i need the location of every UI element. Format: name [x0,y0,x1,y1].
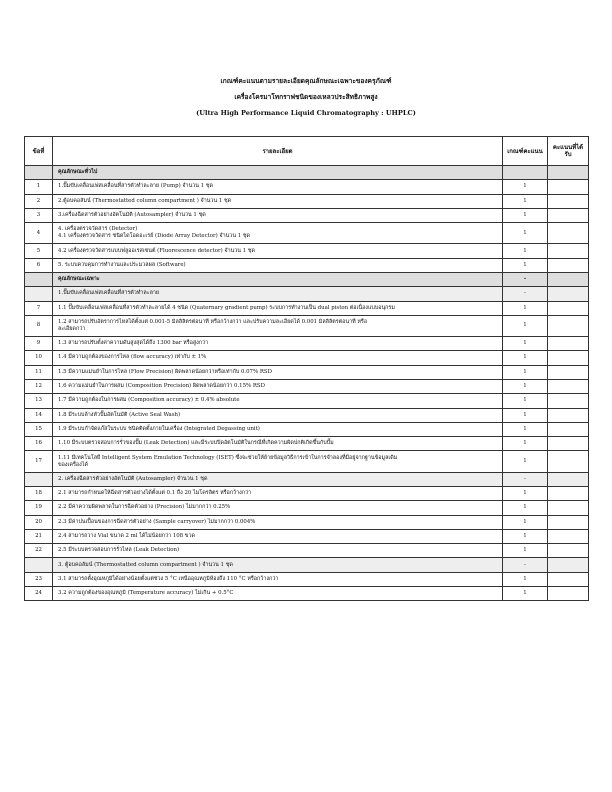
earned-score-cell [548,408,589,422]
earned-score-cell [548,272,589,286]
detail-line: 1.ปั๊มขับเคลื่อนเฟสเคลื่อนที่สารตัวทำละลาย [58,290,160,297]
item-detail [53,558,503,572]
detail-line: 1.9 มีระบบกำจัดแก๊สในระบบ ชนิดติดตั้งภายในเครื่อง (Integrated Degassing unit) [58,425,260,432]
item-detail [53,272,503,286]
detail-line: 1.4 มีความถูกต้องของการไหล (flow accuracy) เท่ากับ ± 1% [58,354,207,361]
item-number: 6 [25,258,53,272]
item-detail [53,194,503,208]
score-value: 1 [503,515,548,529]
detail-line: 1.5 มีความแม่นยำในการไหล (Flow Precision) ผิดพลาดน้อยกว่าหรือเท่ากับ 0.07% RSD [58,368,272,375]
earned-score-cell [548,301,589,315]
item-detail [53,529,503,543]
earned-score-cell [548,472,589,486]
table-row [25,394,589,408]
item-number: 12 [25,379,53,393]
item-number: 1 [25,180,53,194]
header-english-title: (Ultra High Performance Liquid Chromatography : UHPLC) [196,109,416,117]
detail-line: 2.2 มีค่าความผิดพลาดในการฉีดตัวอย่าง (Precision) ไม่มากกว่า 0.25% [58,504,231,511]
item-detail [53,337,503,351]
item-number: 8 [25,315,53,336]
table-row [25,351,589,365]
item-detail [53,572,503,586]
score-value: 1 [503,180,548,194]
sub-row [25,558,589,572]
detail-line: 3.2 ความถูกต้องของอุณหภูมิ (Temperature accuracy) ไม่เกิน + 0.5°C [58,590,234,597]
earned-score-cell [548,287,589,301]
earned-score-cell [548,166,589,180]
item-number: 15 [25,422,53,436]
earned-score-cell [548,315,589,336]
detail-line: 1.8 มีระบบล้างหัวปั๊มอัตโนมัติ (Active Seal Wash) [58,411,181,418]
col-header-no: ข้อที่ [25,137,53,166]
score-value: 1 [503,351,548,365]
earned-score-cell [548,223,589,244]
item-number: 19 [25,501,53,515]
earned-score-cell [548,486,589,500]
col-header-earned: คะแนนที่ได้รับ [548,137,589,166]
col-header-score: เกณฑ์คะแนน [503,137,548,166]
col-header-detail: รายละเอียด [53,137,503,166]
earned-score-cell [548,437,589,451]
item-number [25,558,53,572]
item-number: 5 [25,244,53,258]
detail-line: 1.ปั๊มขับเคลื่อนเฟสเคลื่อนที่สารตัวทำละลาย (Pump) จำนวน 1 ชุด [58,183,213,190]
table-row [25,529,589,543]
score-value: 1 [503,572,548,586]
earned-score-cell [548,572,589,586]
item-detail [53,408,503,422]
earned-score-cell [548,365,589,379]
item-detail [53,544,503,558]
item-number: 14 [25,408,53,422]
score-value: 1 [503,301,548,315]
score-value: 1 [503,394,548,408]
earned-score-cell [548,451,589,472]
earned-score-cell [548,558,589,572]
earned-score-cell [548,529,589,543]
detail-line: คุณลักษณะเฉพาะ [58,276,100,283]
item-number: 10 [25,351,53,365]
item-number: 2 [25,194,53,208]
item-number: 24 [25,586,53,600]
table-row [25,515,589,529]
detail-line: 3. ตู้อบคอลัมน์ (Thermostatted column compartment ) จำนวน 1 ชุด [58,561,233,568]
detail-line: 2.3 มีค่าปนเปื้อนของการฉีดสารตัวอย่าง (Sample carryover) ไม่มากกว่า 0.004% [58,518,256,525]
earned-score-cell [548,394,589,408]
table-row [25,501,589,515]
score-value: 1 [503,422,548,436]
score-value: - [503,558,548,572]
earned-score-cell [548,515,589,529]
detail-line: 1.1 ปั๊มขับเคลื่อนเฟสเคลื่อนที่สารตัวทำละลายได้ 4 ชนิด (Quaternary gradient pump) ระบบการทำงานเป็น dual piston ต่อเนื่องแบบอนุกรม [58,304,395,311]
earned-score-cell [548,244,589,258]
earned-score-cell [548,501,589,515]
item-number: 7 [25,301,53,315]
item-detail [53,301,503,315]
detail-line: 4.2 เครื่องตรวจวัดสารแบบฟลูออเรสเซนต์ (Fluorescence detector) จำนวน 1 ชุด [58,247,256,254]
score-value: - [503,472,548,486]
item-number: 20 [25,515,53,529]
table-header-row [25,137,589,166]
item-number [25,166,53,180]
detail-line: 1.6 ความแม่นยำในการผสม (Composition Precision) ผิดพลาดน้อยกว่า 0.15% RSD [58,383,265,390]
score-value: 1 [503,208,548,222]
table-row [25,365,589,379]
item-number: 4 [25,223,53,244]
table-row [25,422,589,436]
item-detail [53,287,503,301]
item-number: 18 [25,486,53,500]
score-value: 1 [503,586,548,600]
item-number: 21 [25,529,53,543]
detail-line: 3.เครื่องฉีดสารตัวอย่างอัตโนมัติ (Autosampler) จำนวน 1 ชุด [58,212,206,219]
score-value: 1 [503,529,548,543]
score-value [503,166,548,180]
item-detail [53,244,503,258]
detail-line: 5. ระบบควบคุมการทำงานและประมวลผล (Software) [58,261,186,268]
sub-row [25,472,589,486]
header-title: เกณฑ์คะแนนตามรายละเอียดคุณลักษณะเฉพาะของครุภัณฑ์ [220,77,392,85]
item-number: 22 [25,544,53,558]
item-detail [53,501,503,515]
item-number [25,472,53,486]
earned-score-cell [548,258,589,272]
score-value: 1 [503,315,548,336]
header-subtitle: เครื่องโครมาโทกราฟชนิดของเหลวประสิทธิภาพสูง [234,93,378,101]
score-value: 1 [503,408,548,422]
table-row [25,258,589,272]
item-detail [53,586,503,600]
detail-line: 2.5 มีระบบตรวจสอบการรั่วไหล (Leak Detection) [58,547,180,554]
item-number: 13 [25,394,53,408]
item-detail [53,486,503,500]
item-number [25,287,53,301]
item-detail [53,166,503,180]
item-number: 23 [25,572,53,586]
score-value: 1 [503,437,548,451]
item-detail [53,315,503,336]
score-value: 1 [503,194,548,208]
item-number: 16 [25,437,53,451]
table-row [25,586,589,600]
detail-line: ของเครื่องได้ [58,461,88,468]
detail-line: คุณลักษณะทั่วไป [58,169,98,176]
item-detail [53,394,503,408]
table-row [25,408,589,422]
detail-line: 2.4 สามารถวาง Vial ขนาด 2 ml ได้ไม่น้อยกว่า 108 ขวด [58,532,196,539]
table-row [25,301,589,315]
detail-line: 1.11 มีเทคโนโลยี Intelligent System Emulation Technology (ISET) ซึ่งจะช่วยให้ย้ายข้อมูลวิธีการเข้าในการจำลองที่มีอยู่จากฐานข้อมูลเดิม [58,454,398,461]
item-detail [53,451,503,472]
detail-line: 3.1 สามารถตั้งอุณหภูมิได้อย่างน้อยตั้งแต่ช่วง 5 °C เหนืออุณหภูมิห้องถึง 110 °C หรือกว้างกว่า [58,575,279,582]
detail-line: 4. เครื่องตรวจวัดสาร (Detector) [58,226,138,233]
document-header [0,73,612,121]
detail-line: ละเอียดกว่า [58,325,86,332]
table-row [25,208,589,222]
table-row [25,223,589,244]
table-row [25,337,589,351]
score-value: 1 [503,258,548,272]
detail-line: 2.ตู้อบคอลัมน์ (Thermostatted column compartment ) จำนวน 1 ชุด [58,197,232,204]
sub-row [25,287,589,301]
section-row [25,166,589,180]
detail-line: 1.10 มีระบบตรวจสอบการรั่วของปั๊ม (Leak Detection) และมีระบบปิดอัตโนมัติในกรณีที่เกิดความผิดปกติเกิดขึ้นกับปั๊ม [58,440,334,447]
item-number: 9 [25,337,53,351]
table-row [25,544,589,558]
earned-score-cell [548,351,589,365]
detail-line: 2.1 สามารถกำหนดให้ฉีดสารตัวอย่างได้ตั้งแต่ 0.1 ถึง 20 ไมโครลิตร หรือกว้างกว่า [58,490,252,497]
table-row [25,451,589,472]
detail-line: 1.7 มีความถูกต้องในการผสม (Composition accuracy) ± 0.4% absolute [58,397,240,404]
table-row [25,180,589,194]
item-detail [53,422,503,436]
earned-score-cell [548,379,589,393]
table-body [25,166,589,601]
score-value: - [503,272,548,286]
section-row [25,272,589,286]
score-value: 1 [503,337,548,351]
detail-line: 2. เครื่องฉีดสารตัวอย่างอัตโนมัติ (Autosampler) จำนวน 1 ชุด [58,475,208,482]
item-detail [53,515,503,529]
item-detail [53,208,503,222]
score-value: 1 [503,486,548,500]
earned-score-cell [548,337,589,351]
item-detail [53,258,503,272]
score-value: 1 [503,379,548,393]
score-value: 1 [503,223,548,244]
detail-line: 4.1 เครื่องตรวจวัดสาร ชนิดไดโอดอะเรย์ (Diode Array Detector) จำนวน 1 ชุด [58,233,251,240]
table-row [25,379,589,393]
earned-score-cell [548,194,589,208]
table-row [25,244,589,258]
earned-score-cell [548,180,589,194]
earned-score-cell [548,208,589,222]
item-detail [53,437,503,451]
item-detail [53,365,503,379]
scoring-table [24,136,589,601]
item-detail [53,472,503,486]
score-value: - [503,287,548,301]
score-value: 1 [503,365,548,379]
item-detail [53,223,503,244]
detail-line: 1.3 สามารถปรับตั้งค่าความดันสูงสุดได้ถึง 1300 bar หรือสูงกว่า [58,340,209,347]
item-number: 17 [25,451,53,472]
score-value: 1 [503,451,548,472]
item-detail [53,379,503,393]
table-row [25,572,589,586]
item-number: 11 [25,365,53,379]
item-number [25,272,53,286]
table-row [25,486,589,500]
earned-score-cell [548,544,589,558]
item-detail [53,351,503,365]
score-value: 1 [503,501,548,515]
score-value: 1 [503,544,548,558]
table-row [25,315,589,336]
table-row [25,437,589,451]
score-value: 1 [503,244,548,258]
earned-score-cell [548,422,589,436]
table-row [25,194,589,208]
detail-line: 1.2 สามารถปรับอัตราการไหลได้ตั้งแต่ 0.001-5 มิลลิลิตรต่อนาที หรือกว้างกว่า และปรับความละเอียดได้ 0.001 มิลลิลิตรต่อนาที หรือ [58,318,368,325]
item-number: 3 [25,208,53,222]
earned-score-cell [548,586,589,600]
item-detail [53,180,503,194]
